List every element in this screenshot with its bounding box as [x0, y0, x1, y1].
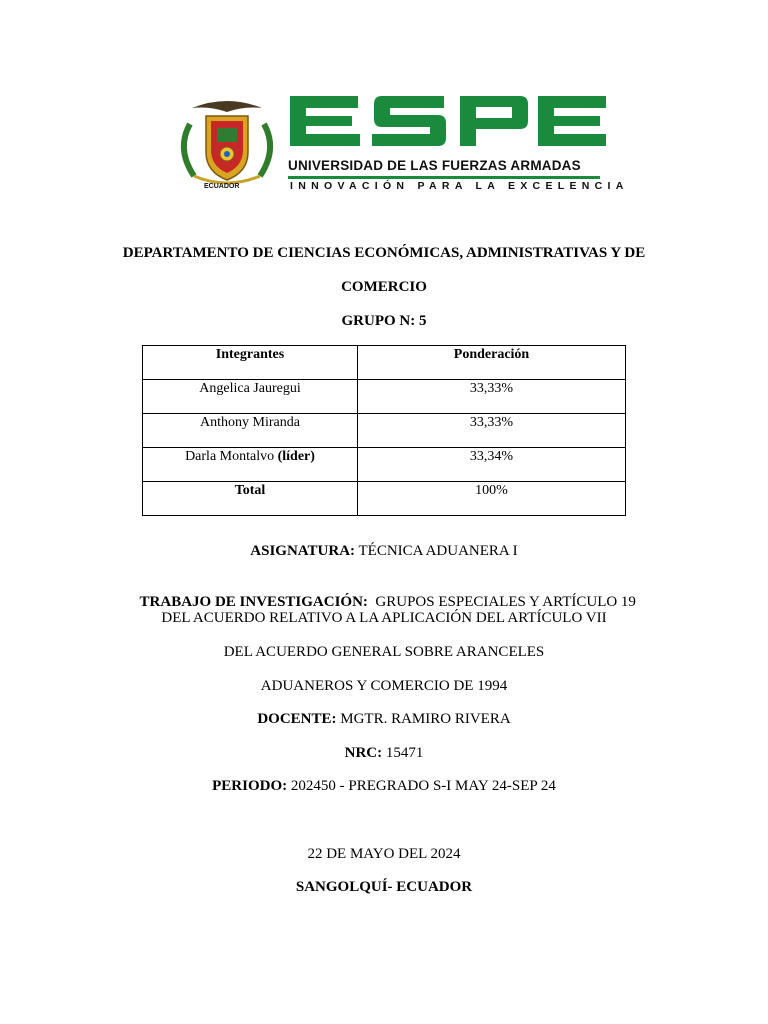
nrc-value: 15471: [382, 745, 424, 761]
member-name: Angelica Jauregui: [143, 380, 358, 414]
department-line-1: DEPARTAMENTO DE CIENCIAS ECONÓMICAS, ADMINISTRATIVAS Y DE: [122, 245, 646, 261]
espe-logo-letters: [288, 92, 608, 148]
period-line: [0, 778, 768, 795]
member-weight: 33,33%: [358, 414, 626, 448]
research-line-1: [0, 577, 768, 611]
research-line-4: ADUANEROS Y COMERCIO DE 1994: [260, 678, 508, 694]
place-line: SANGOLQUÍ- ECUADOR: [295, 879, 473, 895]
date-line: 22 DE MAYO DEL 2024: [307, 846, 461, 862]
member-name-cell: [143, 448, 358, 482]
research-title-1: GRUPOS ESPECIALES Y ARTÍCULO 19: [367, 594, 636, 610]
table-row: [143, 414, 626, 448]
group-number: GRUPO N: 5: [341, 313, 427, 329]
logo-subtitle: UNIVERSIDAD DE LAS FUERZAS ARMADAS: [288, 158, 581, 173]
logo-divider: [288, 176, 600, 179]
research-label: TRABAJO DE INVESTIGACIÓN:: [139, 594, 368, 610]
member-name: Anthony Miranda: [143, 414, 358, 448]
column-header-weight: Ponderación: [358, 346, 626, 380]
teacher-value: MGTR. RAMIRO RIVERA: [336, 711, 511, 727]
leader-tag: (líder): [277, 449, 315, 464]
university-seal-logo: [172, 94, 282, 194]
column-header-members: Integrantes: [143, 346, 358, 380]
total-value: 100%: [358, 482, 626, 516]
research-line-3: DEL ACUERDO GENERAL SOBRE ARANCELES: [223, 644, 545, 660]
period-value: 202450 - PREGRADO S-I MAY 24-SEP 24: [287, 778, 556, 794]
member-weight: 33,34%: [358, 448, 626, 482]
research-line-2: DEL ACUERDO RELATIVO A LA APLICACIÓN DEL ARTÍCULO VII: [161, 610, 607, 626]
total-label: Total: [143, 482, 358, 516]
period-label: PERIODO:: [212, 778, 288, 794]
teacher-label: DOCENTE:: [257, 711, 337, 727]
table-row: [143, 380, 626, 414]
table-header-row: [143, 346, 626, 380]
logo-tagline: INNOVACIÓN PARA LA EXCELENCIA: [290, 180, 629, 192]
teacher-line: [0, 711, 768, 728]
member-name: Darla Montalvo: [185, 449, 275, 464]
subject-value: TÉCNICA ADUANERA I: [355, 543, 518, 559]
nrc-line: [0, 745, 768, 762]
subject-line: [0, 543, 768, 560]
seal-caption: ECUADOR: [204, 183, 240, 190]
table-total-row: [143, 482, 626, 516]
member-weight: 33,33%: [358, 380, 626, 414]
members-table: [142, 345, 626, 516]
department-line-2: COMERCIO: [341, 279, 427, 295]
table-row: [143, 448, 626, 482]
nrc-label: NRC:: [344, 745, 383, 761]
subject-label: ASIGNATURA:: [250, 543, 356, 559]
